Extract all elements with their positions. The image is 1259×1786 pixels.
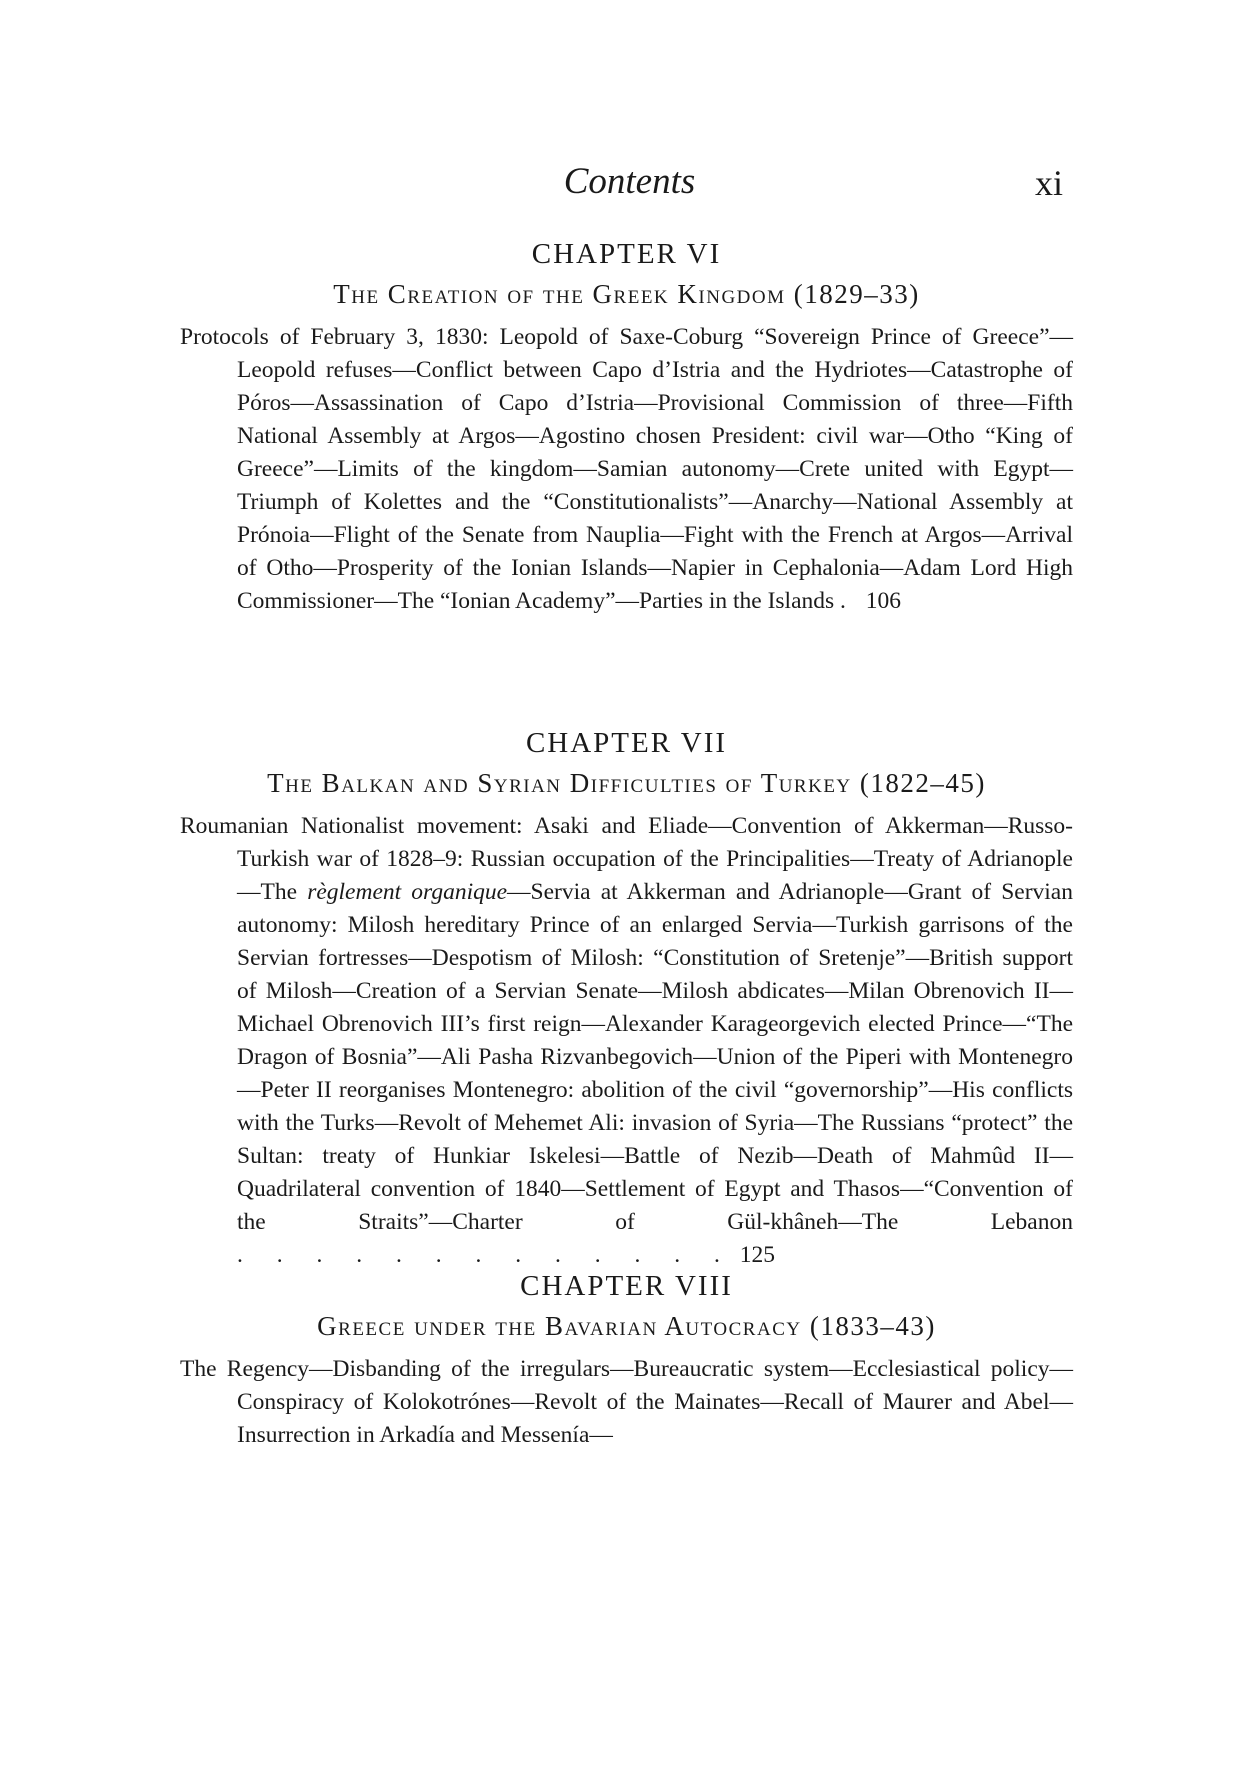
chapter-summary — [180, 810, 1073, 1272]
running-title: Contents — [563, 161, 696, 202]
dot-leader: . — [840, 588, 860, 614]
summary-text: Protocols of February 3, 1830: Leopold of Saxe-Coburg “Sovereign Prince of Greece”—Leopold refuses—Conflict between Capo d’Istria and the Hydriotes—Catastrophe of Póros—Assassination of Capo d’Istria—Provisional Commission of three—Fifth National Assembly at Argos—Agostino chosen President: civil war—Otho “King of Greece”—Limits of the kingdom—Samian autonomy—Crete united with Egypt—Triumph of Kolettes and the “Constitutionalists”—Anarchy—National Assembly at Prónoia—Flight of the Senate from Nauplia—Fight with the French at Argos—Arrival of Otho—Prosperity of the Ionian Islands—Napier in Cephalonia—Adam Lord High Commissioner—The “Ionian Academy”—Parties in the Islands — [180, 324, 1073, 614]
dot-leader: . . . . . . . . . . . . . — [237, 1242, 734, 1268]
chapter-summary — [180, 1353, 1073, 1452]
summary-italic-term: règlement organique — [307, 879, 508, 905]
chapter-number: CHAPTER VIII — [520, 1270, 733, 1302]
summary-text: The Regency—Disbanding of the irregulars—Bureaucratic system—Ecclesiastical policy—Conspiracy of Kolokotrónes—Revolt of the Mainates—Recall of Maurer and Abel—Insurrection in Arkadía and Messenía— — [180, 1356, 1073, 1448]
page-number: xi — [1034, 163, 1063, 203]
chapter-title: Greece under the Bavarian Autocracy (1833–43) — [317, 1311, 936, 1341]
chapter-summary — [180, 321, 1073, 618]
chapter-8 — [180, 1270, 1073, 1452]
chapter-title: The Balkan and Syrian Difficulties of Turkey (1822–45) — [267, 768, 986, 798]
running-head — [0, 160, 1259, 210]
chapter-number: CHAPTER VII — [525, 727, 728, 759]
chapter-7 — [180, 727, 1073, 1272]
summary-text: Roumanian Nationalist movement: Asaki and Eliade—Convention of Akkerman—Russo-Turkish war of 1828–9: Russian occupation of the Principalities—Treaty of Adrianople—The — [180, 813, 1073, 905]
summary-text-continued: —Servia at Akkerman and Adrianople—Grant of Servian autonomy: Milosh hereditary Prince of an enlarged Servia—Turkish garrisons of the Servian fortresses—Despotism of Milosh: “Constitution of Sretenje”—British support of Milosh—Creation of a Servian Senate—Milosh abdicates—Milan Obrenovich II—Michael Obrenovich III’s first reign—Alexander Karageorgevich elected Prince—“The Dragon of Bosnia”—Ali Pasha Rizvanbegovich—Union of the Piperi with Montenegro—Peter II reorganises Montenegro: abolition of the civil “governorship”—His conflicts with the Turks—Revolt of Mehemet Ali: invasion of Syria—The Russians “protect” the Sultan: treaty of Hunkiar Iskelesi—Battle of Nezib—Death of Mahmûd II—Quadrilateral convention of 1840—Settlement of Egypt and Thasos—“Convention of the Straits”—Charter of Gül-khâneh—The Lebanon — [237, 879, 1073, 1235]
chapter-6 — [180, 238, 1073, 618]
chapter-number: CHAPTER VI — [531, 238, 722, 270]
chapter-title: The Creation of the Greek Kingdom (1829–33) — [333, 279, 920, 309]
page-reference: 125 — [739, 1242, 775, 1268]
page-reference: 106 — [865, 588, 902, 614]
